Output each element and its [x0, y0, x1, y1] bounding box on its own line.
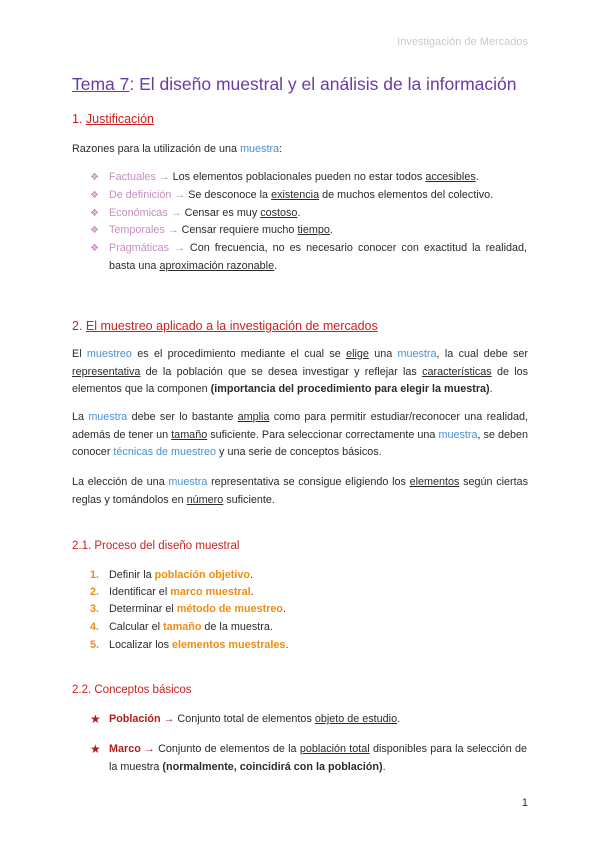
step-text: Determinar el — [109, 603, 177, 615]
title-prefix: Tema 7 — [72, 74, 130, 94]
section-2-1-heading: 2.1. Proceso del diseño muestral — [72, 540, 240, 552]
intro-colon: : — [279, 143, 283, 155]
p2-text: , se deben conocer — [72, 428, 528, 458]
p1-text: , la cual debe ser — [436, 348, 529, 360]
p2-text: como para permitir estudiar/reconocer una realidad, además de tener un — [72, 411, 529, 441]
step-number: 3. — [90, 603, 100, 615]
item-label: Factuales — [109, 171, 156, 183]
section-2-2-heading: 2.2. Conceptos básicos — [72, 684, 192, 696]
item-label: Pragmáticas — [109, 242, 170, 254]
arrow-icon: → — [160, 713, 175, 725]
item-end: . — [274, 259, 278, 272]
concept-text: disponibles para la selección de la muestra — [109, 743, 527, 773]
p1-text: de la población que se desea investigar y reflejar las — [140, 365, 423, 378]
arrow-icon: → — [174, 242, 185, 254]
concept-bold: (normalmente, coincidirá con la población) — [162, 760, 383, 773]
item-underlined: existencia — [271, 189, 320, 201]
section-1-number: 1. — [72, 112, 86, 126]
arrow-icon: → — [174, 189, 186, 201]
intro-text: Razones para la utilización de una — [72, 143, 241, 155]
item-end: . — [475, 171, 479, 183]
step-end: . — [249, 569, 253, 581]
p2-underlined: amplia — [237, 411, 270, 423]
item-end: . — [297, 207, 301, 219]
p1-text: una — [368, 348, 398, 360]
p1-keyword: muestreo — [86, 348, 132, 360]
item-label: Temporales — [109, 224, 165, 236]
arrow-icon: → — [158, 171, 170, 183]
item-label: Económicas — [109, 207, 168, 219]
diamond-bullet-icon: ❖ — [90, 243, 99, 254]
section-1-heading — [72, 112, 154, 126]
concept-underlined: población total — [299, 743, 370, 755]
step-text: Calcular el — [109, 621, 164, 633]
concept-end: . — [382, 760, 386, 773]
diamond-bullet-icon: ❖ — [90, 225, 99, 236]
diamond-bullet-icon: ❖ — [90, 208, 99, 219]
step-number: 2. — [90, 586, 100, 598]
p2-keyword: muestra — [438, 428, 478, 441]
p1-text: es el procedimiento mediante el cual se — [131, 348, 347, 360]
p2-text: debe ser lo bastante — [127, 411, 238, 423]
title-rest: : El diseño muestral y el análisis de la información — [129, 74, 517, 94]
item-label: De definición — [109, 189, 172, 201]
paragraph-1 — [72, 346, 528, 399]
step-keyword: método de muestreo — [176, 603, 283, 615]
item-text: Censar requiere mucho — [178, 224, 298, 236]
page-number: 1 — [521, 797, 528, 809]
item-text: Los elementos poblacionales pueden no estar todos — [169, 171, 426, 183]
page-title — [72, 74, 517, 95]
p3-text: representativa se consigue eligiendo los — [207, 476, 410, 488]
p3-end: suficiente. — [223, 493, 275, 506]
concept-term: Población — [109, 713, 161, 725]
step-number: 5. — [90, 639, 100, 651]
step-text: Identificar el — [109, 586, 171, 598]
running-header: Investigación de Mercados — [397, 36, 528, 48]
p1-bold: (importancia del procedimiento para elegir la muestra) — [210, 383, 490, 395]
item-underlined: accesibles — [425, 171, 476, 183]
item-underlined: aproximación razonable — [159, 259, 275, 272]
p2-keyword: muestra — [88, 411, 128, 423]
p2-end: y una serie de conceptos básicos. — [216, 446, 382, 458]
p1-text: de los elementos que la componen — [72, 365, 529, 395]
section-2-heading — [72, 319, 378, 333]
step-number: 1. — [90, 569, 100, 581]
arrow-icon: → — [170, 207, 182, 219]
item-text: Censar es muy — [181, 207, 261, 219]
step-text: Localizar los — [109, 639, 173, 651]
item-end: de muchos elementos del colectivo. — [319, 189, 494, 201]
item-text: Se desconoce la — [185, 189, 272, 201]
step-end: . — [283, 603, 286, 615]
p3-underlined: número — [186, 493, 224, 506]
step-number: 4. — [90, 621, 100, 633]
arrow-icon: → — [167, 224, 179, 236]
step-keyword: tamaño — [163, 621, 202, 633]
step-keyword: marco muestral — [170, 586, 251, 598]
p1-text: El — [72, 348, 87, 360]
p3-keyword: muestra — [168, 476, 208, 488]
item-underlined: costoso — [260, 207, 298, 219]
concept-text: Conjunto de elementos de la — [154, 743, 300, 755]
diamond-bullet-icon: ❖ — [90, 172, 99, 183]
step-end: de la muestra. — [201, 621, 273, 633]
intro-keyword: muestra — [240, 143, 280, 155]
concept-underlined: objeto de estudio — [314, 713, 398, 725]
section-1-intro — [72, 141, 282, 159]
step-end: . — [250, 586, 254, 598]
paragraph-2 — [72, 409, 528, 462]
p1-underlined: elige — [346, 348, 369, 360]
concept-end: . — [397, 713, 401, 725]
p1-keyword: muestra — [397, 348, 437, 360]
p3-text: según ciertas reglas y tomándolos en — [72, 476, 528, 506]
star-icon: ★ — [90, 712, 101, 726]
diamond-bullet-icon: ❖ — [90, 190, 99, 201]
p1-underlined: representativa — [72, 365, 141, 378]
item-text: Con frecuencia, no es necesario conocer con exactitud la realidad, basta una — [109, 242, 527, 272]
step-end: . — [285, 639, 289, 651]
p3-text: La elección de una — [72, 476, 169, 488]
p2-text: suficiente. Para seleccionar correctamente una — [207, 428, 439, 441]
p2-underlined: tamaño — [171, 428, 208, 441]
p1-end: . — [489, 383, 493, 395]
p3-underlined: elementos — [409, 476, 460, 488]
step-text: Definir la — [109, 569, 155, 581]
step-keyword: elementos muestrales — [172, 639, 286, 651]
step-keyword: población objetivo — [154, 569, 250, 581]
p2-text: La — [72, 411, 89, 423]
paragraph-3 — [72, 474, 528, 509]
p2-keyword: técnicas de muestreo — [113, 446, 217, 458]
item-underlined: tiempo — [297, 224, 330, 236]
section-2-number: 2. — [72, 319, 86, 333]
section-2-title: El muestreo aplicado a la investigación de mercados — [85, 319, 378, 333]
concept-text: Conjunto total de elementos — [174, 713, 315, 725]
star-icon: ★ — [90, 742, 101, 756]
section-1-title: Justificación — [85, 112, 154, 126]
arrow-icon: → — [140, 743, 155, 755]
concept-term: Marco — [109, 743, 141, 755]
item-end: . — [329, 224, 333, 236]
p1-underlined: características — [422, 365, 492, 378]
